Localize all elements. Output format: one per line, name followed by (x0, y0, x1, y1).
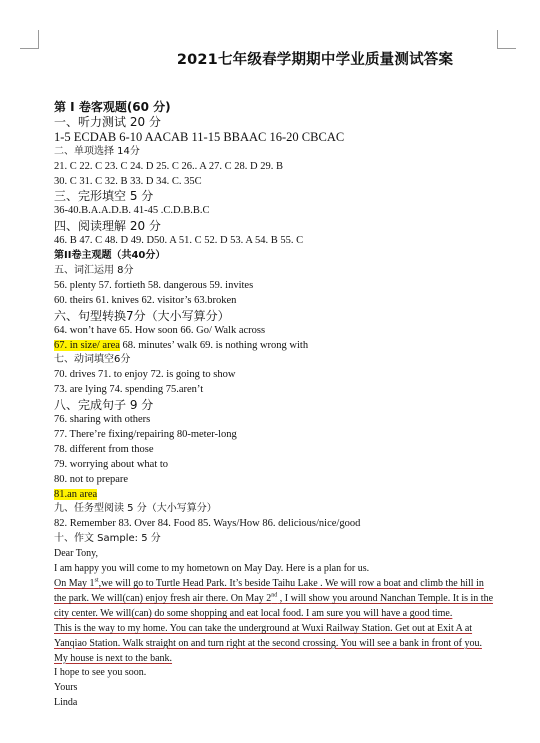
highlighted-answer: 67. in size/ area (54, 339, 120, 351)
answer-line: 30. C 31. C 32. B 33. D 34. C. 35C (54, 175, 202, 187)
letter-signoff: Yours (54, 682, 78, 694)
answer-line: 十、作文 Sample: 5 分 (54, 533, 161, 545)
letter-greeting: Dear Tony, (54, 548, 99, 560)
highlighted-answer: 81.an area (54, 488, 98, 500)
letter-name: Linda (54, 697, 78, 709)
answer-line: 五、词汇运用 8分 (54, 264, 134, 276)
answer-line: 一、听力测试 20 分 (54, 114, 161, 129)
answer-line: 第 I 卷客观题(60 分) (54, 100, 171, 114)
answer-line: 第II卷主观题（共40分） (54, 250, 166, 262)
letter-paragraph-2: This is the way to my home. You can take the underground at Wuxi Railway Station. Get out at Exit A at Yanqiao Station. Walk straight on and turn right at the second crossing. You will see a bank in front of you. My house is next to the bank. (54, 622, 482, 664)
answer-line: 79. worrying about what to (54, 458, 169, 470)
sample-letter (54, 547, 524, 711)
answer-line (54, 339, 524, 354)
answer-line: 78. different from those (54, 443, 154, 455)
answer-line: 七、动词填空6分 (54, 354, 131, 366)
answer-line: 二、单项选择 14分 (54, 145, 140, 157)
ordinal-suffix: st (94, 577, 99, 584)
letter-intro: I am happy you will come to my hometown on May Day. Here is a plan for us. (54, 563, 370, 575)
ordinal-suffix: nd (271, 592, 278, 599)
letter-text: On May 1 (54, 578, 95, 589)
answer-line: 56. plenty 57. fortieth 58. dangerous 59. invites (54, 279, 254, 291)
answer-line: 1-5 ECDAB 6-10 AACAB 11-15 BBAAC 16-20 CBCAC (54, 129, 345, 144)
answer-line (54, 488, 524, 503)
answer-line: 70. drives 71. to enjoy 72. is going to show (54, 369, 236, 381)
answer-line: 82. Remember 83. Over 84. Food 85. Ways/How 86. delicious/nice/good (54, 518, 361, 530)
letter-closing-line: I hope to see you soon. (54, 667, 147, 679)
answer-line: 八、完成句子 9 分 (54, 398, 154, 413)
answer-line: 80. not to prepare (54, 473, 129, 485)
answer-line: 六、句型转换7分（大小写算分） (54, 308, 230, 323)
answer-line: 36-40.B.A.A.D.B. 41-45 .C.D.B.B.C (54, 205, 210, 217)
answer-line: 九、任务型阅读 5 分（大小写算分） (54, 503, 217, 515)
answer-line: 三、完形填空 5 分 (54, 189, 154, 204)
answer-content (54, 100, 524, 711)
answer-line: 21. C 22. C 23. C 24. D 25. C 26.. A 27. C 28. D 29. B (54, 160, 283, 172)
answer-line: 73. are lying 74. spending 75.aren’t (54, 384, 204, 396)
answer-line-rest: 68. minutes’ walk 69. is nothing wrong with (119, 339, 309, 351)
page-corner-mark-top-left (20, 30, 39, 49)
letter-text: ,we will go to Turtle Head Park. It’s beside Taihu Lake . We will row a boat and climb the hill in the park. We will(can) enjoy fresh air there. On May 2 (54, 578, 484, 604)
answer-line: 77. There’re fixing/repairing 80-meter-long (54, 428, 237, 440)
page-title: 2021七年级春学期期中学业质量测试答案 (176, 52, 454, 68)
answer-line: 46. B 47. C 48. D 49. D50. A 51. C 52. D 53. A 54. B 55. C (54, 235, 304, 247)
page-corner-mark-top-right (497, 30, 516, 49)
answer-line: 64. won’t have 65. How soon 66. Go/ Walk across (54, 324, 266, 336)
letter-text: , I will show you around Nanchan Temple. It is in the city center. We will(can) do some shopping and eat local food. I am sure you will have a good time. (54, 592, 494, 619)
answer-lines (54, 100, 524, 547)
answer-line: 60. theirs 61. knives 62. visitor’s 63.broken (54, 294, 237, 306)
answer-line: 76. sharing with others (54, 414, 151, 426)
answer-line: 四、阅读理解 20 分 (54, 219, 161, 234)
letter-paragraph-1 (54, 577, 494, 622)
